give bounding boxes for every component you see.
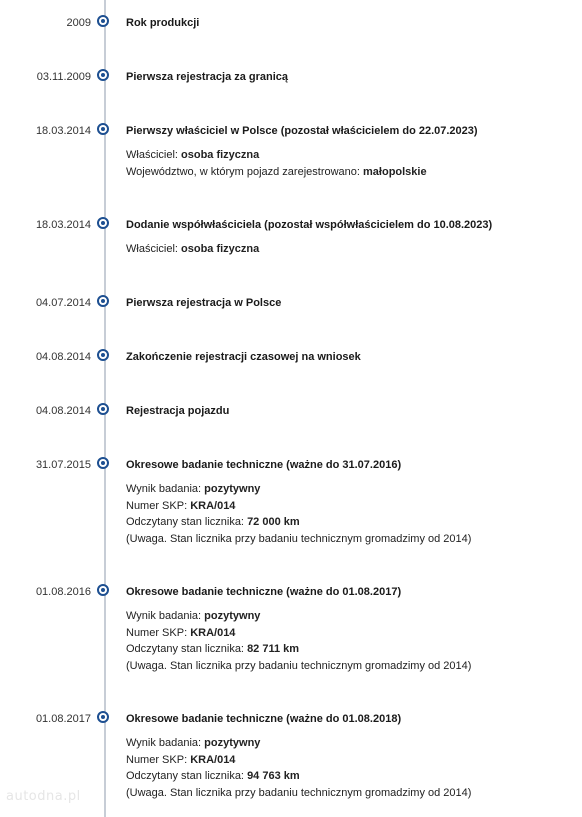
entry-title: Dodanie współwłaściciela (pozostał współwłaścicielem do 10.08.2023) — [126, 219, 493, 231]
timeline-dot-icon — [97, 217, 109, 229]
detail-label: Numer SKP: — [126, 499, 191, 512]
detail-value: osoba fizyczna — [181, 243, 260, 255]
entry-details — [126, 735, 471, 801]
detail-value: 82 711 km — [247, 643, 300, 655]
timeline-dot-icon — [97, 403, 109, 415]
timeline-dot-icon — [97, 457, 109, 469]
detail-line — [126, 531, 471, 548]
timeline-dot-icon — [97, 15, 109, 27]
entry-date: 04.08.2014 — [35, 351, 91, 363]
detail-label: Właściciel: — [126, 243, 182, 255]
entry-date: 03.11.2009 — [36, 71, 91, 83]
entry-date: 18.03.2014 — [35, 219, 91, 231]
detail-note: (Uwaga. Stan licznika przy badaniu technicznym gromadzimy od 2014) — [126, 659, 472, 672]
timeline-dot-icon — [97, 711, 109, 723]
timeline-dot-icon — [97, 295, 109, 307]
detail-value: pozytywny — [204, 483, 261, 495]
entry-date: 31.07.2015 — [35, 459, 91, 471]
entry-date: 2009 — [66, 17, 91, 29]
detail-line — [126, 514, 471, 531]
entry-title: Rok produkcji — [126, 17, 200, 29]
timeline-dot-icon — [97, 69, 109, 81]
timeline-dot-icon — [97, 123, 109, 135]
entry-details — [126, 147, 427, 180]
detail-label: Numer SKP: — [126, 753, 191, 766]
detail-value: 94 763 km — [247, 770, 300, 782]
detail-value: KRA/014 — [190, 626, 236, 639]
entry-title: Pierwsza rejestracja w Polsce — [126, 297, 282, 309]
entry-date: 04.08.2014 — [35, 405, 91, 417]
entry-title: Okresowe badanie techniczne (ważne do 01.08.2018) — [126, 713, 402, 725]
detail-line — [126, 241, 259, 258]
timeline-dot-icon — [97, 349, 109, 361]
detail-line — [126, 768, 471, 785]
entry-date: 18.03.2014 — [35, 125, 91, 137]
entry-details — [126, 608, 471, 674]
detail-label: Odczytany stan licznika: — [126, 643, 248, 655]
entry-title: Zakończenie rejestracji czasowej na wniosek — [126, 351, 361, 363]
detail-value: KRA/014 — [190, 753, 236, 766]
entry-details — [126, 481, 471, 547]
detail-line — [126, 641, 471, 658]
entry-details — [126, 241, 259, 258]
detail-value: pozytywny — [204, 610, 261, 622]
detail-line — [126, 147, 427, 164]
detail-note: (Uwaga. Stan licznika przy badaniu technicznym gromadzimy od 2014) — [126, 786, 472, 799]
detail-label: Odczytany stan licznika: — [126, 516, 248, 528]
detail-value: osoba fizyczna — [181, 149, 260, 161]
detail-label: Wynik badania: — [126, 483, 205, 495]
entry-title: Okresowe badanie techniczne (ważne do 01.08.2017) — [126, 586, 402, 598]
entry-date: 01.08.2017 — [35, 713, 91, 725]
entry-date: 01.08.2016 — [35, 586, 91, 598]
entry-title: Okresowe badanie techniczne (ważne do 31.07.2016) — [126, 459, 402, 471]
detail-value: KRA/014 — [190, 499, 236, 512]
detail-value: małopolskie — [363, 165, 427, 178]
detail-line — [126, 658, 471, 675]
detail-line — [126, 608, 471, 625]
detail-label: Wynik badania: — [126, 610, 205, 622]
entry-title: Pierwszy właściciel w Polsce (pozostał właścicielem do 22.07.2023) — [126, 125, 478, 137]
detail-label: Numer SKP: — [126, 626, 191, 639]
detail-value: pozytywny — [204, 737, 261, 749]
detail-label: Odczytany stan licznika: — [126, 770, 248, 782]
timeline-dot-icon — [97, 584, 109, 596]
watermark-logo: autodna.pl — [6, 789, 81, 804]
detail-line — [126, 735, 471, 752]
detail-line — [126, 481, 471, 498]
detail-label: Województwo, w którym pojazd zarejestrowano: — [126, 165, 364, 178]
detail-note: (Uwaga. Stan licznika przy badaniu technicznym gromadzimy od 2014) — [126, 532, 472, 545]
detail-line — [126, 752, 471, 769]
entry-title: Pierwsza rejestracja za granicą — [126, 71, 289, 83]
detail-label: Wynik badania: — [126, 737, 205, 749]
detail-line — [126, 785, 471, 802]
detail-label: Właściciel: — [126, 149, 182, 161]
detail-value: 72 000 km — [247, 516, 300, 528]
entry-date: 04.07.2014 — [35, 297, 91, 309]
detail-line — [126, 498, 471, 515]
entry-title: Rejestracja pojazdu — [126, 405, 230, 417]
detail-line — [126, 625, 471, 642]
detail-line — [126, 164, 427, 181]
